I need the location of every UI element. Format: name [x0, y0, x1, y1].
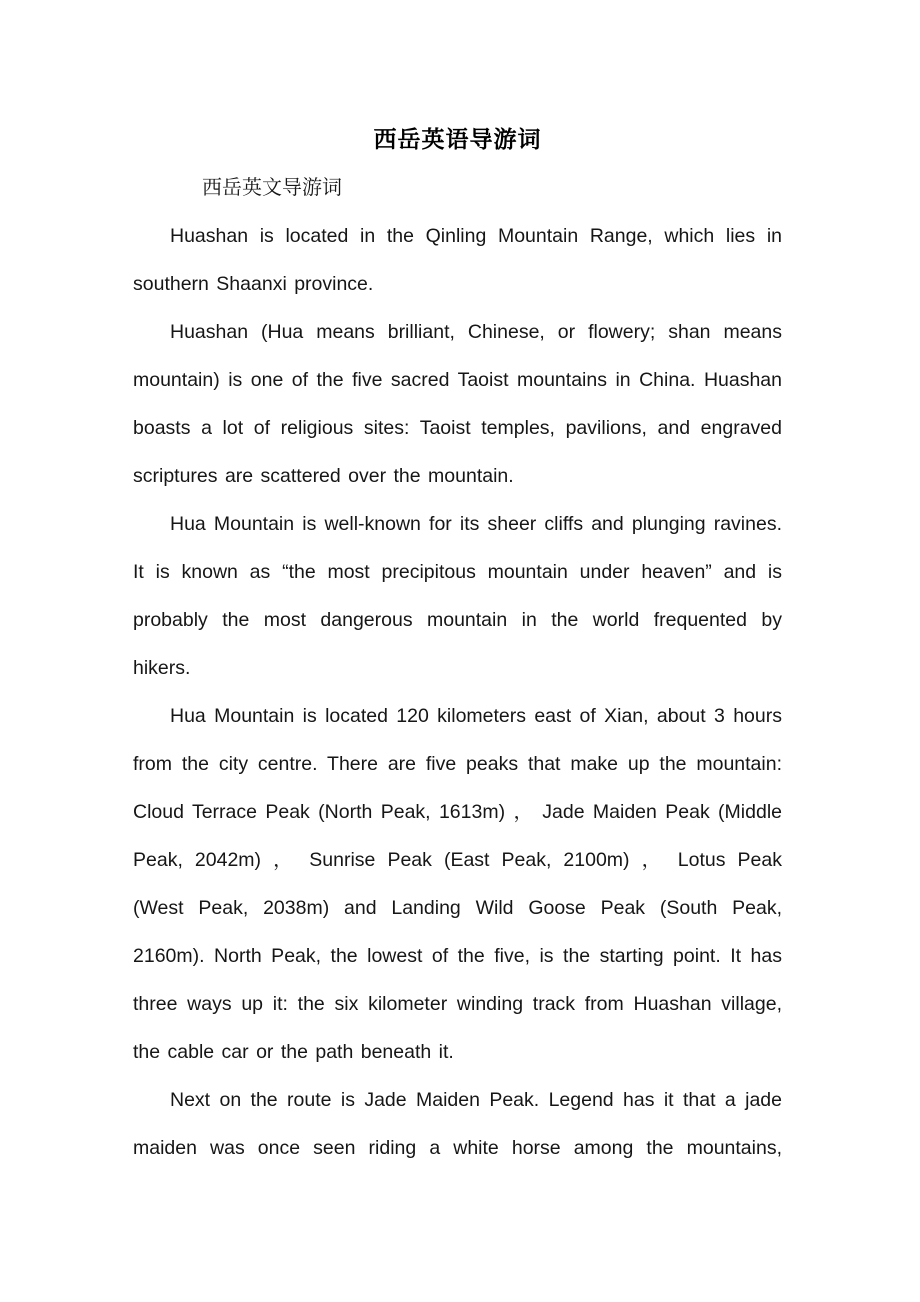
paragraph-five-peaks: Hua Mountain is located 120 kilometers east of Xian, about 3 hours from the city centre. There are five peaks that make up the mountain: Cloud Terrace Peak (North Peak, 1613m) ， Jade Maiden Peak (Middle Peak, 2042m) ， Sunrise Peak (East Peak, 2100m) ， Lotus Peak (West Peak, 2038m) and Landing Wild Goose Peak (South Peak, 2160m). North Peak, the lowest of the five, is the starting point. It has three ways up it: the six kilometer winding track from Huashan village, the cable car or the path beneath it.	[133, 705, 782, 1063]
document-subtitle: 西岳英文导游词	[202, 177, 342, 199]
paragraph-jade-maiden: Next on the route is Jade Maiden Peak. Legend has it that a jade maiden was once seen riding a white horse among the mountains,	[133, 1089, 782, 1159]
paragraph-meaning: Huashan (Hua means brilliant, Chinese, or flowery; shan means mountain) is one of the five sacred Taoist mountains in China. Huashan boasts a lot of religious sites: Taoist temples, pavilions, and engraved scriptures are scattered over the mountain.	[133, 321, 782, 487]
paragraph-location: Huashan is located in the Qinling Mountain Range, which lies in southern Shaanxi province.	[133, 225, 782, 295]
paragraph-cliffs: Hua Mountain is well-known for its sheer cliffs and plunging ravines. It is known as “the most precipitous mountain under heaven” and is probably the most dangerous mountain in the world frequented by hikers.	[133, 513, 782, 679]
document-title: 西岳英语导游词	[373, 126, 542, 152]
